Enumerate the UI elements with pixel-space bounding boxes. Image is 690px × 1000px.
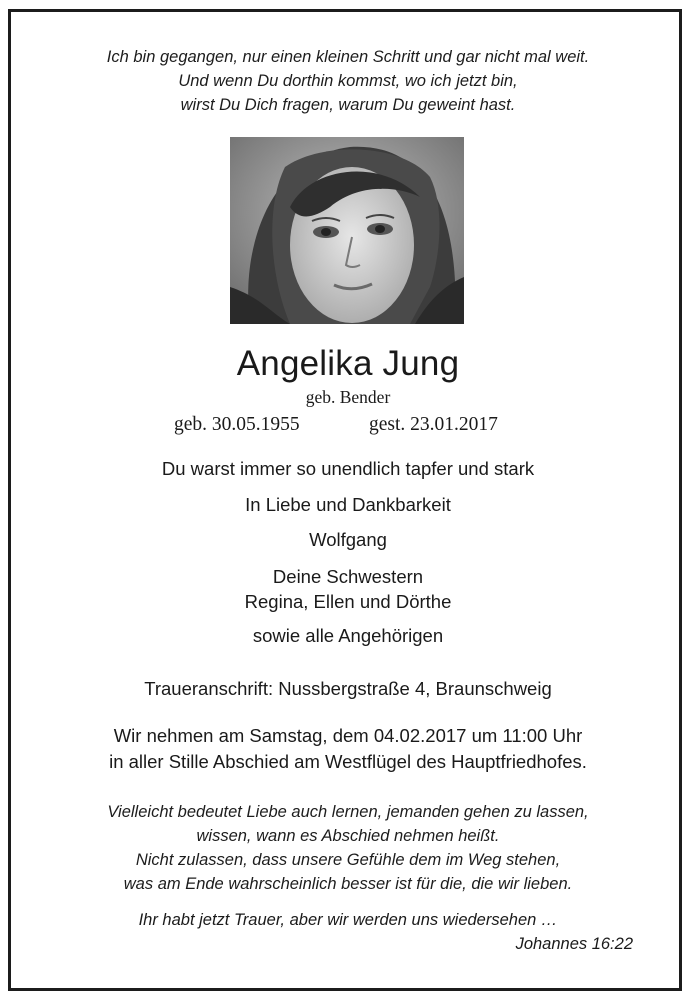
obituary-card bbox=[8, 9, 682, 991]
tribute-line: Du warst immer so unendlich tapfer und stark bbox=[161, 458, 535, 479]
poem-line: wissen, wann es Abschied nehmen heißt. bbox=[196, 827, 500, 845]
deceased-name: Angelika Jung bbox=[236, 344, 460, 383]
death-date: gest. 23.01.2017 bbox=[369, 414, 498, 435]
sisters-heading: Deine Schwestern bbox=[272, 566, 424, 587]
maiden-name: geb. Bender bbox=[305, 387, 391, 407]
signoff-line: In Liebe und Dankbarkeit bbox=[245, 494, 451, 515]
poem-line: Nicht zulassen, dass unsere Gefühle dem im Weg stehen, bbox=[135, 851, 561, 869]
opening-poem bbox=[11, 45, 685, 117]
poem-line: Ich bin gegangen, nur einen kleinen Schritt und gar nicht mal weit. bbox=[106, 48, 590, 66]
spouse-name: Wolfgang bbox=[309, 529, 387, 550]
portrait-photo bbox=[230, 137, 464, 324]
poem-line: Vielleicht bedeutet Liebe auch lernen, jemanden gehen zu lassen, bbox=[107, 803, 589, 821]
service-line: Wir nehmen am Samstag, dem 04.02.2017 um 11:00 Uhr bbox=[113, 725, 583, 746]
birth-date: geb. 30.05.1955 bbox=[174, 414, 300, 435]
bible-reference: Johannes 16:22 bbox=[515, 935, 633, 953]
closing-quote: Ihr habt jetzt Trauer, aber wir werden uns wiedersehen … bbox=[138, 911, 558, 929]
poem-line: wirst Du Dich fragen, warum Du geweint hast. bbox=[180, 96, 516, 114]
poem-line: was am Ende wahrscheinlich besser ist für die, die wir lieben. bbox=[123, 875, 573, 893]
relatives-line: sowie alle Angehörigen bbox=[252, 625, 444, 646]
service-line: in aller Stille Abschied am Westflügel des Hauptfriedhofes. bbox=[109, 751, 587, 772]
poem-line: Und wenn Du dorthin kommst, wo ich jetzt bin, bbox=[178, 72, 518, 90]
mourning-address: Traueranschrift: Nussbergstraße 4, Braunschweig bbox=[144, 678, 552, 699]
sisters-names: Regina, Ellen und Dörthe bbox=[244, 591, 452, 612]
closing-poem bbox=[11, 800, 685, 896]
